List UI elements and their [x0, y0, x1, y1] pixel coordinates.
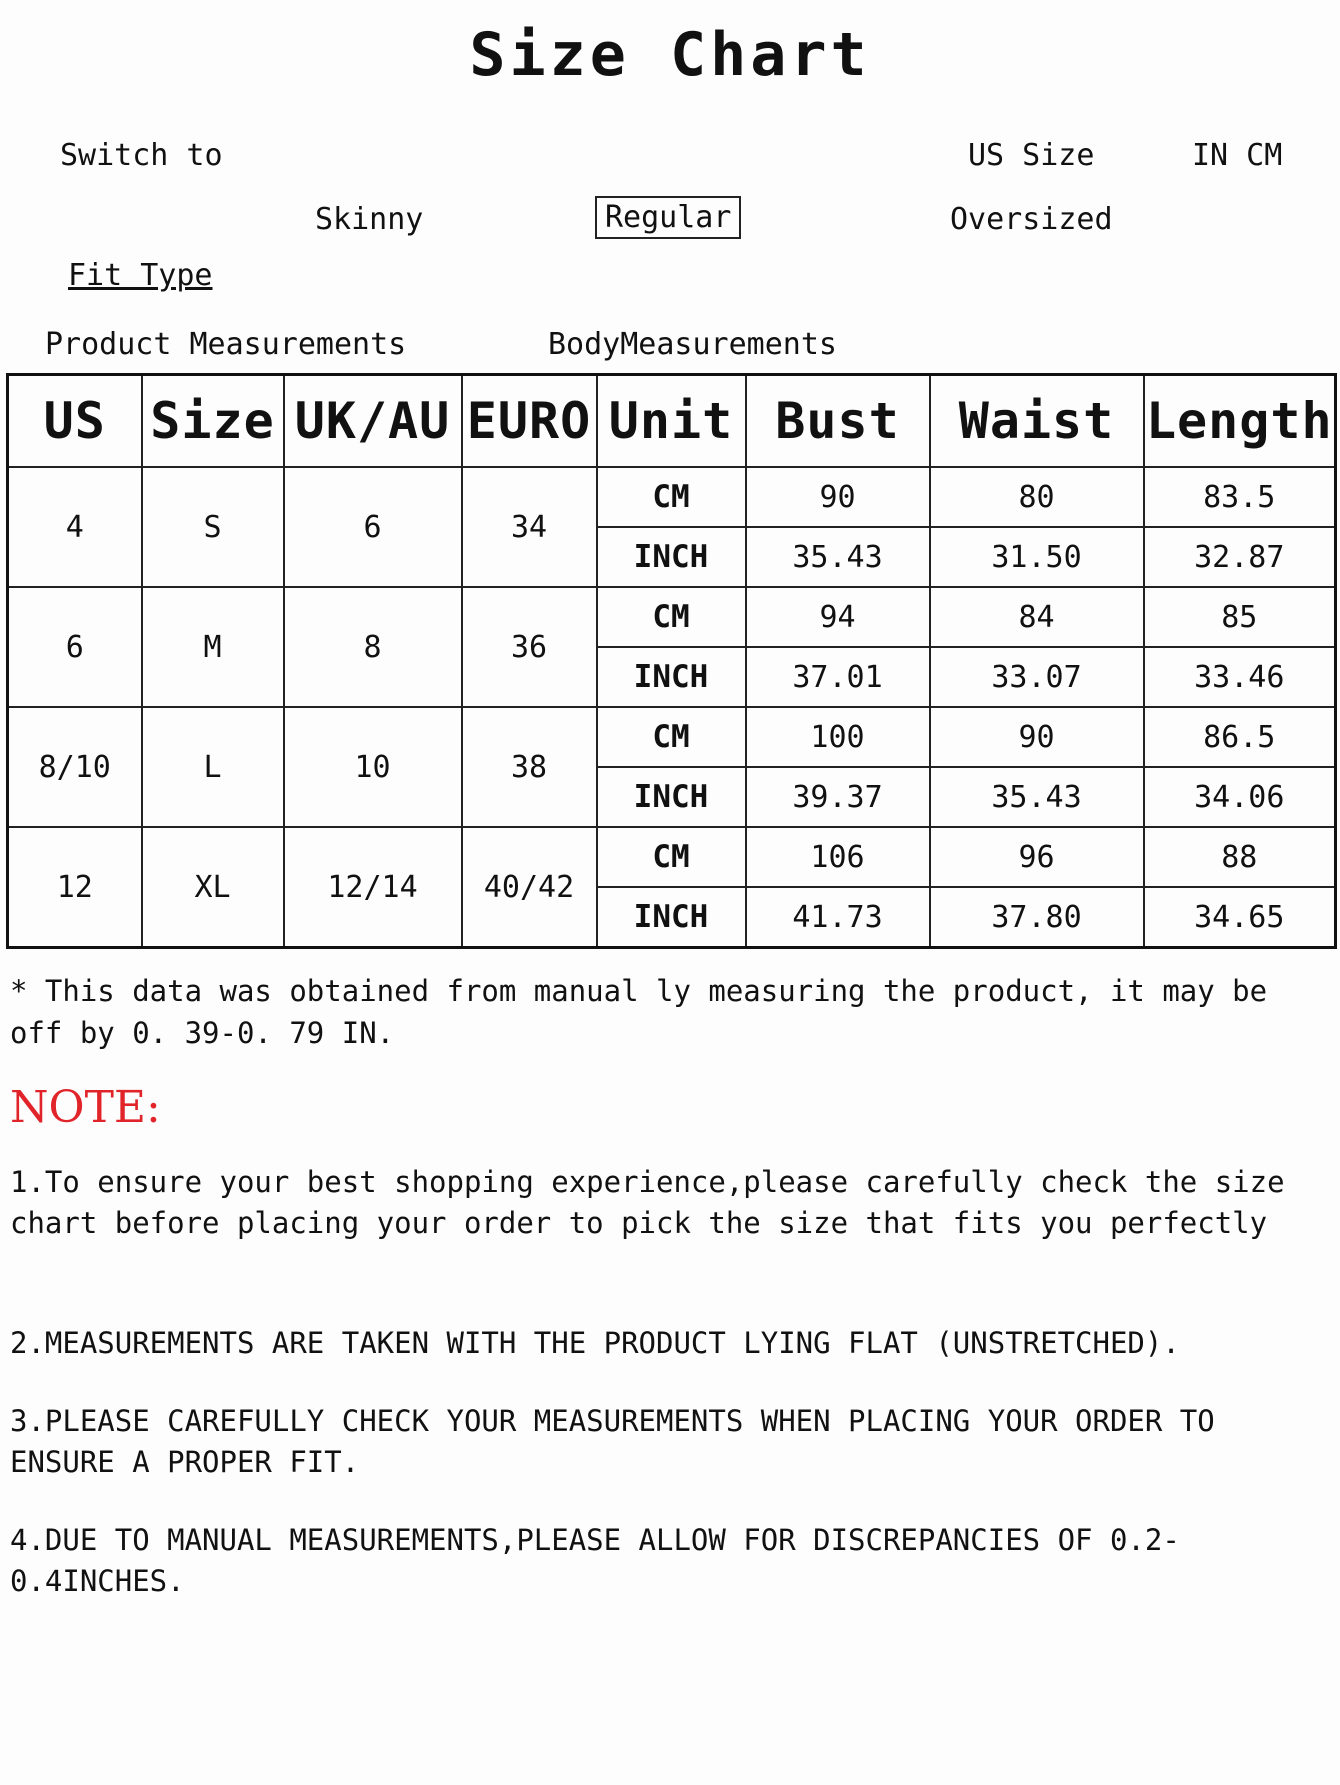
cell-bust: 37.01: [746, 647, 930, 707]
unit-toggle[interactable]: IN CM: [1192, 138, 1283, 173]
cell-length: 33.46: [1144, 647, 1336, 707]
cell-size: S: [142, 467, 284, 587]
cell-bust: 41.73: [746, 887, 930, 948]
cell-length: 85: [1144, 587, 1336, 647]
cell-us: 4: [8, 467, 142, 587]
cell-us: 8/10: [8, 707, 142, 827]
cell-waist: 96: [930, 827, 1144, 887]
fit-option-oversized[interactable]: Oversized: [950, 202, 1113, 237]
table-row: [8, 587, 1336, 647]
table-row: [8, 707, 1336, 767]
switch-to-label: Switch to: [60, 138, 223, 173]
cell-us: 12: [8, 827, 142, 948]
cell-waist: 37.80: [930, 887, 1144, 948]
cell-waist: 80: [930, 467, 1144, 527]
cell-size: XL: [142, 827, 284, 948]
cell-unit: CM: [597, 827, 746, 887]
cell-waist: 33.07: [930, 647, 1144, 707]
column-header-euro: EURO: [462, 375, 597, 468]
cell-euro: 38: [462, 707, 597, 827]
cell-us: 6: [8, 587, 142, 707]
cell-unit: INCH: [597, 647, 746, 707]
cell-bust: 39.37: [746, 767, 930, 827]
tab-body-measurements[interactable]: BodyMeasurements: [548, 327, 837, 362]
table-row: [8, 467, 1336, 527]
cell-euro: 36: [462, 587, 597, 707]
column-header-waist: Waist: [930, 375, 1144, 468]
cell-unit: CM: [597, 467, 746, 527]
cell-length: 86.5: [1144, 707, 1336, 767]
note-item: 3.PLEASE CAREFULLY CHECK YOUR MEASUREMENTS WHEN PLACING YOUR ORDER TO ENSURE A PROPER FIT.: [10, 1404, 1215, 1479]
us-size-selector[interactable]: US Size: [968, 138, 1095, 173]
cell-length: 34.65: [1144, 887, 1336, 948]
cell-bust: 106: [746, 827, 930, 887]
cell-euro: 34: [462, 467, 597, 587]
table-row: [8, 827, 1336, 887]
column-header-bust: Bust: [746, 375, 930, 468]
cell-ukau: 6: [284, 467, 462, 587]
fit-type-link[interactable]: Fit Type: [68, 258, 213, 293]
cell-unit: INCH: [597, 527, 746, 587]
size-table: [6, 373, 1337, 949]
tab-product-measurements[interactable]: Product Measurements: [45, 327, 407, 362]
cell-euro: 40/42: [462, 827, 597, 948]
cell-waist: 35.43: [930, 767, 1144, 827]
column-header-unit: Unit: [597, 375, 746, 468]
note-item: 2.MEASUREMENTS ARE TAKEN WITH THE PRODUCT LYING FLAT (UNSTRETCHED).: [10, 1326, 1180, 1360]
measurement-disclaimer: * This data was obtained from manual ly measuring the product, it may be off by 0. 39-0. 79 IN.: [10, 974, 1268, 1050]
cell-unit: INCH: [597, 767, 746, 827]
column-header-us: US: [8, 375, 142, 468]
cell-waist: 90: [930, 707, 1144, 767]
cell-bust: 94: [746, 587, 930, 647]
page-title: Size Chart: [469, 20, 871, 90]
note-heading: NOTE:: [10, 1082, 161, 1133]
fit-option-skinny[interactable]: Skinny: [315, 202, 424, 237]
cell-unit: CM: [597, 707, 746, 767]
cell-size: L: [142, 707, 284, 827]
note-item: 1.To ensure your best shopping experience,please carefully check the size chart before placing your order to pick the size that fits you perfectly: [10, 1165, 1285, 1240]
column-header-length: Length: [1144, 375, 1336, 468]
cell-waist: 31.50: [930, 527, 1144, 587]
cell-unit: CM: [597, 587, 746, 647]
column-header-ukau: UK/AU: [284, 375, 462, 468]
cell-length: 83.5: [1144, 467, 1336, 527]
cell-length: 34.06: [1144, 767, 1336, 827]
table-header-row: [8, 375, 1336, 468]
cell-unit: INCH: [597, 887, 746, 948]
note-item: 4.DUE TO MANUAL MEASUREMENTS,PLEASE ALLOW FOR DISCREPANCIES OF 0.2-0.4INCHES.: [10, 1523, 1180, 1598]
cell-ukau: 10: [284, 707, 462, 827]
cell-bust: 35.43: [746, 527, 930, 587]
cell-length: 88: [1144, 827, 1336, 887]
cell-bust: 100: [746, 707, 930, 767]
cell-bust: 90: [746, 467, 930, 527]
cell-ukau: 8: [284, 587, 462, 707]
cell-waist: 84: [930, 587, 1144, 647]
column-header-size: Size: [142, 375, 284, 468]
cell-size: M: [142, 587, 284, 707]
cell-ukau: 12/14: [284, 827, 462, 948]
cell-length: 32.87: [1144, 527, 1336, 587]
fit-option-regular[interactable]: Regular: [595, 196, 741, 239]
